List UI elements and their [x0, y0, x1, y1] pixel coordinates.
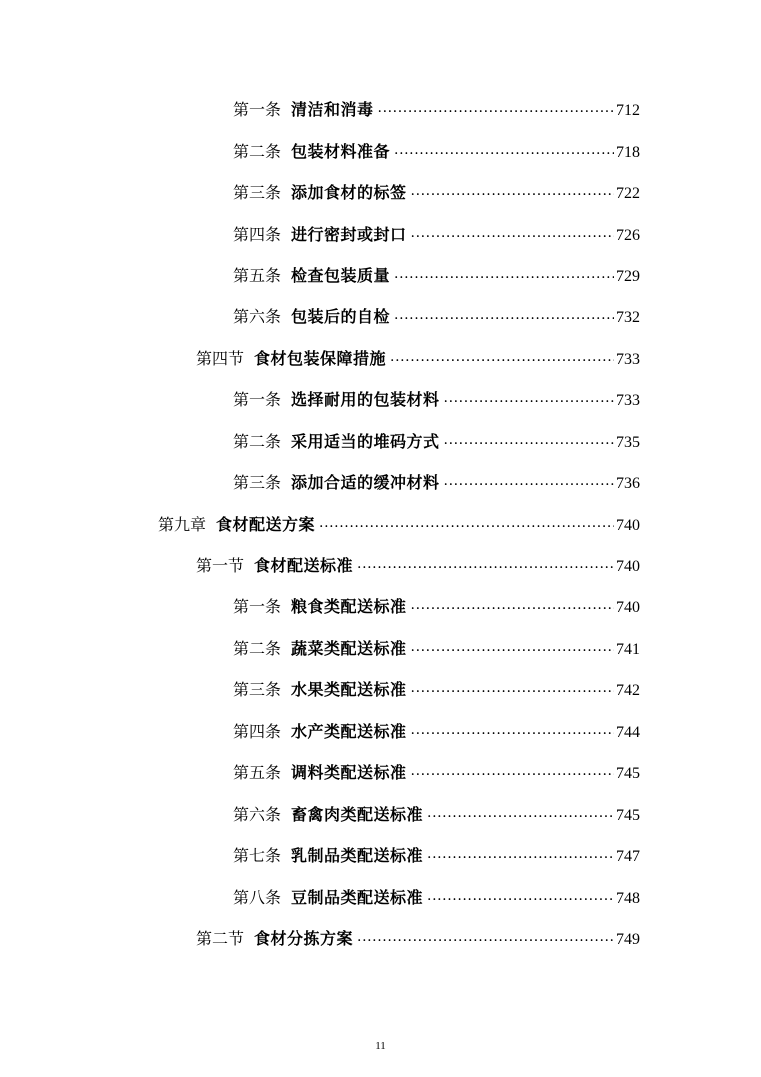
toc-entry-number: 第六条 [233, 307, 282, 327]
toc-entry-title: 包装后的自检 [291, 307, 391, 327]
toc-entry-title: 检查包装质量 [291, 265, 391, 285]
toc-entry-title: 清洁和消毒 [291, 100, 374, 120]
toc-dot-leader [357, 555, 614, 571]
toc-entry-line [233, 885, 640, 908]
toc-dot-leader [394, 306, 614, 322]
toc-entry-line [196, 926, 640, 949]
toc-entry-number: 第三条 [233, 473, 282, 493]
toc-dot-leader [411, 762, 614, 778]
toc-entry-title: 畜禽肉类配送标准 [291, 804, 424, 824]
toc-dot-leader [411, 638, 614, 654]
toc-dot-leader [378, 99, 614, 115]
toc-entry[interactable] [0, 668, 761, 709]
toc-entry-page: 740 [616, 516, 640, 534]
toc-entry-page: 745 [616, 765, 640, 783]
toc-entry-title: 添加合适的缓冲材料 [291, 473, 440, 493]
table-of-contents [0, 88, 761, 958]
toc-entry[interactable] [0, 751, 761, 792]
toc-entry-page: 749 [616, 930, 640, 948]
toc-entry-page: 718 [616, 143, 640, 161]
toc-dot-leader [411, 224, 614, 240]
toc-entry-title: 食材包装保障措施 [254, 348, 387, 368]
toc-entry-page: 744 [616, 723, 640, 741]
toc-entry-number: 第三条 [233, 680, 282, 700]
toc-entry-title: 包装材料准备 [291, 141, 391, 161]
toc-entry-number: 第一条 [233, 597, 282, 617]
toc-entry-line [233, 760, 640, 783]
toc-entry-number: 第七条 [233, 846, 282, 866]
toc-entry-title: 食材配送标准 [254, 556, 354, 576]
toc-entry-number: 第二条 [233, 431, 282, 451]
toc-entry-page: 741 [616, 640, 640, 658]
toc-entry-line [158, 512, 640, 535]
toc-entry-title: 选择耐用的包装材料 [291, 390, 440, 410]
toc-entry-number: 第四节 [196, 348, 245, 368]
toc-entry-line [196, 346, 640, 369]
toc-entry-title: 豆制品类配送标准 [291, 887, 424, 907]
toc-entry-page: 729 [616, 267, 640, 285]
toc-entry[interactable] [0, 461, 761, 502]
toc-entry[interactable] [0, 585, 761, 626]
toc-entry-line [196, 553, 640, 576]
toc-entry-number: 第二条 [233, 141, 282, 161]
toc-entry-number: 第五条 [233, 265, 282, 285]
toc-entry-page: 748 [616, 889, 640, 907]
toc-entry-number: 第二条 [233, 638, 282, 658]
toc-entry-page: 726 [616, 226, 640, 244]
toc-entry[interactable] [0, 710, 761, 751]
toc-entry[interactable] [0, 792, 761, 833]
toc-entry-number: 第三条 [233, 183, 282, 203]
toc-dot-leader [319, 514, 614, 530]
toc-entry-number: 第一条 [233, 100, 282, 120]
toc-entry[interactable] [0, 295, 761, 336]
toc-entry-page: 740 [616, 599, 640, 617]
toc-entry-page: 732 [616, 309, 640, 327]
toc-entry[interactable] [0, 834, 761, 875]
toc-entry[interactable] [0, 129, 761, 170]
toc-entry-line [233, 139, 640, 162]
toc-entry-line [233, 97, 640, 120]
toc-entry-number: 第八条 [233, 887, 282, 907]
toc-entry[interactable] [0, 171, 761, 212]
toc-entry-page: 733 [616, 392, 640, 410]
toc-entry-line [233, 429, 640, 452]
toc-entry-line [233, 263, 640, 286]
toc-entry[interactable] [0, 502, 761, 543]
toc-entry[interactable] [0, 88, 761, 129]
toc-entry[interactable] [0, 627, 761, 668]
toc-entry-page: 745 [616, 806, 640, 824]
toc-entry-title: 水果类配送标准 [291, 680, 407, 700]
toc-entry-title: 蔬菜类配送标准 [291, 638, 407, 658]
toc-dot-leader [444, 431, 614, 447]
toc-entry-title: 水产类配送标准 [291, 721, 407, 741]
toc-entry-line [233, 594, 640, 617]
toc-dot-leader [357, 928, 614, 944]
toc-entry-page: 742 [616, 682, 640, 700]
toc-entry-title: 添加食材的标签 [291, 183, 407, 203]
toc-dot-leader [427, 804, 614, 820]
toc-dot-leader [394, 265, 614, 281]
toc-entry[interactable] [0, 212, 761, 253]
toc-entry-title: 食材配送方案 [216, 514, 316, 534]
toc-entry[interactable] [0, 544, 761, 585]
toc-entry-line [233, 802, 640, 825]
toc-entry-page: 722 [616, 185, 640, 203]
toc-dot-leader [411, 596, 614, 612]
toc-entry-title: 采用适当的堆码方式 [291, 431, 440, 451]
toc-entry-page: 740 [616, 558, 640, 576]
toc-entry-number: 第四条 [233, 224, 282, 244]
toc-entry-page: 735 [616, 433, 640, 451]
toc-dot-leader [390, 348, 614, 364]
toc-entry-title: 乳制品类配送标准 [291, 846, 424, 866]
toc-entry[interactable] [0, 917, 761, 958]
toc-entry-line [233, 470, 640, 493]
toc-entry-number: 第一节 [196, 556, 245, 576]
toc-entry[interactable] [0, 875, 761, 916]
toc-entry-page: 736 [616, 475, 640, 493]
toc-entry[interactable] [0, 254, 761, 295]
toc-entry-number: 第九章 [158, 514, 207, 534]
toc-entry-number: 第五条 [233, 763, 282, 783]
toc-dot-leader [427, 887, 614, 903]
toc-entry-number: 第一条 [233, 390, 282, 410]
toc-entry-line [233, 222, 640, 245]
toc-entry[interactable] [0, 420, 761, 461]
toc-entry-title: 进行密封或封口 [291, 224, 407, 244]
toc-entry-line [233, 677, 640, 700]
toc-dot-leader [411, 679, 614, 695]
toc-entry-line [233, 843, 640, 866]
toc-entry-title: 粮食类配送标准 [291, 597, 407, 617]
toc-entry[interactable] [0, 337, 761, 378]
toc-entry-line [233, 304, 640, 327]
toc-dot-leader [394, 141, 614, 157]
toc-entry-title: 食材分拣方案 [254, 928, 354, 948]
toc-entry-line [233, 387, 640, 410]
toc-entry-title: 调料类配送标准 [291, 763, 407, 783]
toc-entry-page: 712 [616, 102, 640, 120]
toc-entry-line [233, 636, 640, 659]
toc-entry-line [233, 719, 640, 742]
toc-dot-leader [427, 845, 614, 861]
toc-entry-number: 第四条 [233, 721, 282, 741]
toc-dot-leader [444, 389, 614, 405]
toc-entry-page: 733 [616, 350, 640, 368]
toc-entry-number: 第二节 [196, 928, 245, 948]
toc-dot-leader [444, 472, 614, 488]
toc-entry[interactable] [0, 378, 761, 419]
toc-entry-number: 第六条 [233, 804, 282, 824]
toc-entry-line [233, 180, 640, 203]
toc-dot-leader [411, 721, 614, 737]
toc-entry-page: 747 [616, 848, 640, 866]
page-number-footer: 11 [375, 1040, 386, 1052]
toc-dot-leader [411, 182, 614, 198]
